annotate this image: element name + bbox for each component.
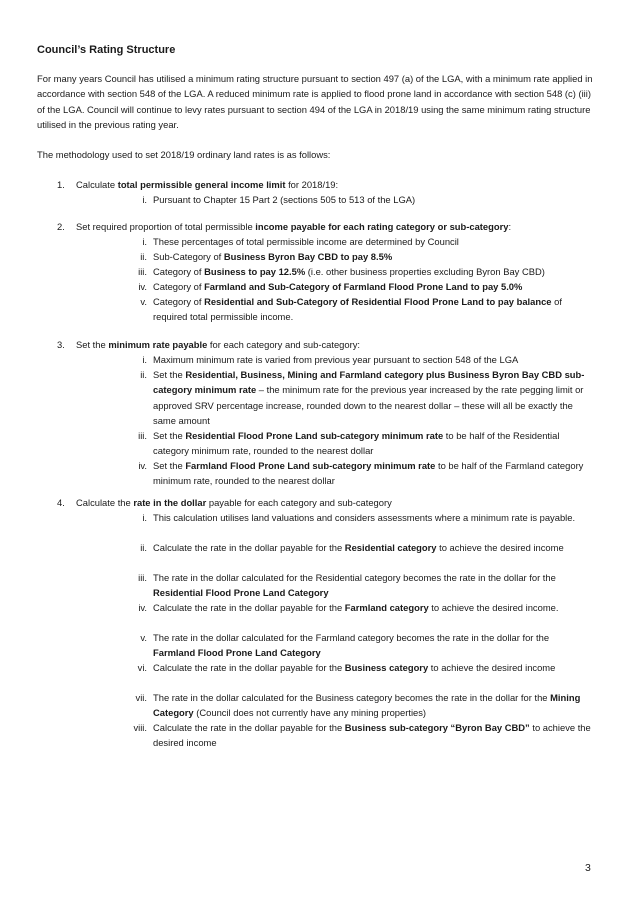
bold-text: minimum rate payable (108, 339, 208, 350)
sub-item (140, 294, 593, 325)
bold-text: Business to pay 12.5% (204, 266, 306, 277)
text-run: to be half of the Residential category minimum rate, rounded to the nearest dollar (153, 430, 560, 457)
sub-item (142, 510, 593, 525)
list-item-number: 2. (57, 221, 65, 232)
sub-item-numeral: i. (142, 354, 147, 365)
bold-text: Business category (344, 662, 429, 673)
text-run: These percentages of total permissible income are determined by Council (153, 236, 459, 247)
text-run: to achieve the desired income (428, 662, 556, 673)
sub-item-text (153, 294, 593, 325)
sub-item (138, 428, 593, 459)
sub-item (140, 630, 593, 661)
list-item-text (76, 495, 596, 510)
sub-item-text (153, 660, 593, 675)
text-run: – the minimum rate for the previous year increased by the rate pegging limit or approved SRV percentage increase, rounded down to the nearest dollar – these will all be exactly the same amount (153, 384, 584, 426)
text-run: to be half of the Farmland category minimum rate, rounded to the nearest dollar (153, 460, 584, 487)
text-run: to achieve the desired income (436, 542, 564, 553)
sub-item-numeral: viii. (133, 722, 147, 733)
bold-text: Farmland and Sub-Category of Farmland Flood Prone Land to pay 5.0% (204, 281, 523, 292)
sub-item-numeral: i. (142, 512, 147, 523)
sub-item (140, 249, 593, 264)
sub-item-text (153, 249, 593, 264)
sub-item-text (153, 600, 593, 615)
text-run: Maximum minimum rate is varied from previous year pursuant to section 548 of the LGA (153, 354, 519, 365)
list-item-text (76, 219, 596, 234)
bold-text: Residential Flood Prone Land Category (153, 587, 329, 599)
text-run: Set the (153, 430, 186, 441)
sub-item-text (153, 352, 593, 367)
methodology-paragraph: The methodology used to set 2018/19 ordinary land rates is as follows: (37, 149, 331, 160)
sub-item (138, 570, 593, 601)
list-item-number: 4. (57, 497, 65, 508)
sub-item-numeral: v. (140, 296, 147, 307)
bold-text: Business Byron Bay CBD to pay 8.5% (223, 251, 393, 262)
section-heading: Council’s Rating Structure (37, 44, 176, 56)
sub-item-text (153, 570, 593, 601)
sub-item (142, 234, 593, 249)
bold-text: income payable for each rating category or sub-category (255, 221, 509, 232)
bold-text: rate in the dollar (133, 497, 207, 508)
text-run: Set required proportion of total permissible (76, 221, 256, 232)
sub-item-numeral: ii. (140, 251, 147, 262)
sub-item-numeral: iv. (138, 281, 147, 292)
sub-item (142, 192, 593, 207)
sub-item-text (153, 720, 593, 751)
sub-item-numeral: iii. (138, 266, 147, 277)
text-run: payable for each category and sub-category (206, 497, 392, 508)
intro-paragraph: For many years Council has utilised a minimum rating structure pursuant to section 497 (a) of the LGA, with a minimum rate applied in accordance with section 548 of the LGA. A reduced minimum rate is applied to flood prone land in accordance with section 548 (c) (iii) of the LGA. Council will continue to levy rates pursuant to section 494 of the LGA in 2018/19 using the same minimum rating structure utilised in the previous rating year. (37, 73, 593, 130)
sub-item-numeral: v. (140, 632, 147, 643)
sub-item (142, 352, 593, 367)
text-run: Calculate the (76, 497, 134, 508)
sub-item-numeral: vi. (137, 662, 147, 673)
text-run: of required total permissible income. (153, 296, 562, 323)
text-run: Category of (153, 296, 205, 307)
text-run: The rate in the dollar calculated for the Business category becomes the rate in the dollar for the (153, 692, 551, 703)
sub-item-numeral: iv. (138, 460, 147, 471)
sub-item-numeral: i. (142, 236, 147, 247)
text-run: Calculate the rate in the dollar payable for the (153, 722, 345, 733)
bold-text: Residential Flood Prone Land sub-category minimum rate (185, 430, 444, 441)
text-run: (Council does not currently have any mining properties) (193, 707, 427, 719)
list-item-text (76, 177, 596, 192)
text-run: The rate in the dollar calculated for the Residential category becomes the rate in the dollar for the (153, 572, 556, 583)
text-run: Sub-Category of (153, 251, 224, 262)
sub-item-text (153, 540, 593, 555)
sub-item-text (153, 428, 593, 459)
text-run: Set the (153, 460, 186, 471)
sub-item-text (153, 690, 593, 721)
list-item-text (76, 337, 596, 352)
bold-text: Residential category (344, 542, 437, 553)
sub-item-numeral: ii. (140, 369, 147, 380)
sub-item-text (153, 458, 593, 489)
list-item-number: 1. (57, 179, 65, 190)
sub-item (137, 660, 593, 675)
sub-item-text (153, 192, 593, 207)
bold-text: Farmland Flood Prone Land Category (153, 647, 321, 659)
sub-item-text (153, 630, 593, 661)
sub-item-numeral: iii. (138, 572, 147, 583)
sub-item (138, 264, 613, 279)
sub-item (140, 540, 593, 555)
sub-item (138, 279, 613, 294)
sub-item-text (153, 279, 613, 294)
sub-item (133, 720, 593, 751)
text-run: : (508, 221, 512, 232)
bold-text: Farmland Flood Prone Land sub-category minimum rate (185, 460, 436, 471)
bold-text: Residential, Business, Mining and Farmland category plus Business Byron Bay CBD sub-category minimum rate (153, 369, 585, 396)
sub-item-numeral: i. (142, 194, 147, 205)
text-run: Calculate the rate in the dollar payable for the (153, 602, 345, 613)
sub-item-text (153, 510, 593, 525)
sub-item-numeral: iii. (138, 430, 147, 441)
sub-item-numeral: iv. (138, 602, 147, 613)
bold-text: Farmland category (344, 602, 429, 613)
text-run: The rate in the dollar calculated for the Farmland category becomes the rate in the dollar for the (153, 632, 550, 643)
sub-item (138, 458, 593, 489)
list-item-number: 3. (57, 339, 65, 350)
text-run: Category of (153, 266, 205, 277)
text-run: for 2018/19: (285, 179, 339, 190)
sub-item-text (153, 234, 593, 249)
text-run: Pursuant to Chapter 15 Part 2 (sections 505 to 513 of the LGA) (153, 194, 416, 205)
text-run: to achieve the desired income (153, 722, 591, 749)
bold-text: Residential and Sub-Category of Residential Flood Prone Land to pay balance (204, 296, 552, 307)
sub-item (140, 367, 593, 428)
text-run: for each category and sub-category: (207, 339, 361, 350)
sub-item-text (153, 264, 613, 279)
sub-item (138, 600, 593, 615)
text-run: This calculation utilises land valuations and considers assessments where a minimum rate is payable. (153, 512, 576, 523)
sub-item-numeral: vii. (135, 692, 147, 703)
text-run: to achieve the desired income. (428, 602, 559, 613)
sub-item-numeral: ii. (140, 542, 147, 553)
text-run: Calculate the rate in the dollar payable for the (153, 542, 345, 553)
text-run: Calculate (76, 179, 118, 190)
sub-item (135, 690, 593, 721)
bold-text: Mining Category (153, 692, 581, 719)
text-run: Category of (153, 281, 205, 292)
text-run: Set the (153, 369, 186, 380)
bold-text: total permissible general income limit (117, 179, 286, 190)
text-run: Calculate the rate in the dollar payable for the (153, 662, 345, 673)
text-run: Set the (76, 339, 109, 350)
sub-item-text (153, 367, 593, 428)
bold-text: Business sub-category “Byron Bay CBD” (344, 722, 530, 733)
text-run: (i.e. other business properties excluding Byron Bay CBD) (305, 266, 545, 277)
page-number: 3 (585, 862, 591, 874)
